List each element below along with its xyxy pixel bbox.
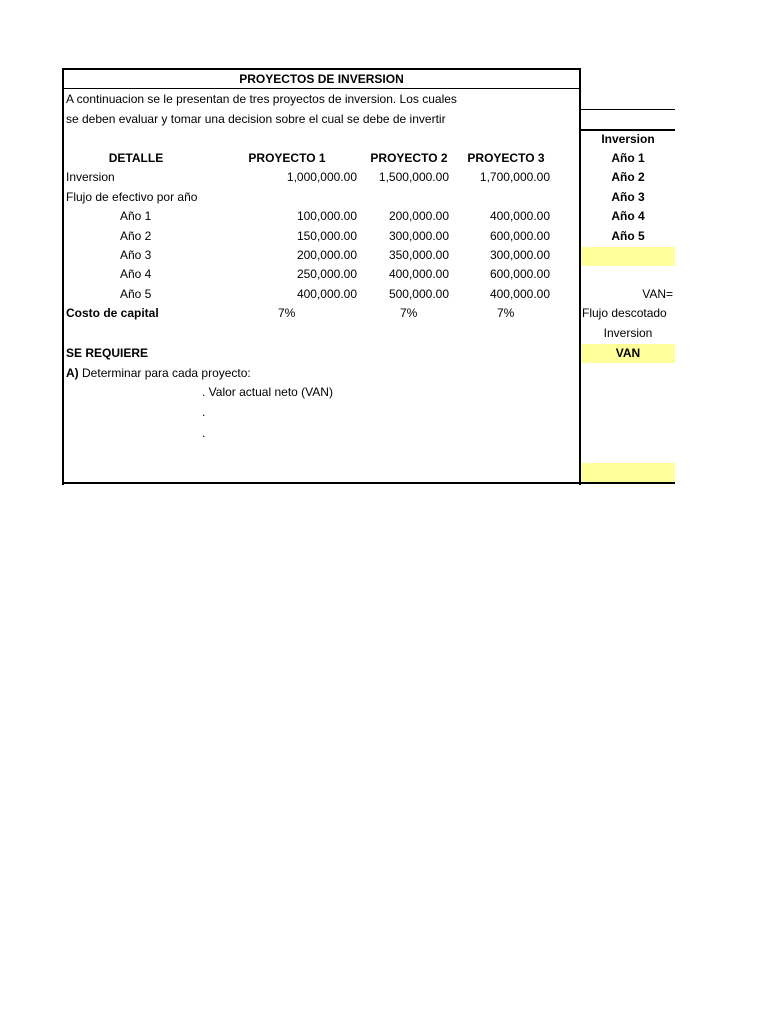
year-label: Año 3 xyxy=(120,248,152,262)
year-value: 350,000.00 xyxy=(388,248,449,262)
side-year: Año 1 xyxy=(611,151,645,165)
side-van-label: VAN xyxy=(615,346,641,360)
side-year: Año 5 xyxy=(611,229,645,243)
year-label: Año 2 xyxy=(120,229,152,243)
side-inversion-header: Inversion xyxy=(601,132,655,146)
costo-capital-p1: 7% xyxy=(278,306,296,320)
highlight-cell-1 xyxy=(581,247,675,266)
costo-capital-p3: 7% xyxy=(497,306,515,320)
year-value: 300,000.00 xyxy=(388,229,449,243)
row-inversion-p3: 1,700,000.00 xyxy=(479,170,550,184)
header-proyecto-1: PROYECTO 1 xyxy=(248,151,326,165)
side-inversion-label: Inversion xyxy=(603,326,653,340)
side-thin-line xyxy=(579,109,675,110)
intro-line-2: se deben evaluar y tomar una decision sobre el cual se debe de invertir xyxy=(66,112,446,126)
requirement-a-prefix: A) xyxy=(66,366,79,380)
year-value: 250,000.00 xyxy=(296,267,357,281)
side-flujo-descontado: Flujo descotado xyxy=(582,306,667,320)
box-left-border xyxy=(62,68,64,485)
side-year: Año 4 xyxy=(611,209,645,223)
requirement-a-text: Determinar para cada proyecto: xyxy=(82,366,251,380)
bullet-empty: . xyxy=(202,426,206,440)
requirements-heading: SE REQUIERE xyxy=(66,346,149,360)
costo-capital-label: Costo de capital xyxy=(66,306,159,320)
header-proyecto-2: PROYECTO 2 xyxy=(370,151,448,165)
year-value: 200,000.00 xyxy=(388,209,449,223)
year-value: 600,000.00 xyxy=(489,267,550,281)
year-value: 150,000.00 xyxy=(296,229,357,243)
intro-line-1: A continuacion se le presentan de tres proyectos de inversion. Los cuales xyxy=(66,92,457,106)
year-label: Año 4 xyxy=(120,267,152,281)
year-label: Año 1 xyxy=(120,209,152,223)
year-value: 300,000.00 xyxy=(489,248,550,262)
bullet-empty: . xyxy=(202,405,206,419)
row-inversion-p1: 1,000,000.00 xyxy=(286,170,357,184)
bullet-van: . Valor actual neto (VAN) xyxy=(202,385,333,399)
highlight-cell-2 xyxy=(581,463,675,482)
costo-capital-p2: 7% xyxy=(400,306,418,320)
page-title: PROYECTOS DE INVERSION xyxy=(239,72,404,86)
year-value: 500,000.00 xyxy=(388,287,449,301)
header-proyecto-3: PROYECTO 3 xyxy=(467,151,545,165)
side-year: Año 3 xyxy=(611,190,645,204)
year-value: 400,000.00 xyxy=(489,287,550,301)
row-inversion-label: Inversion xyxy=(66,170,115,184)
box-bottom-border xyxy=(62,482,675,484)
box-top-border xyxy=(62,68,581,70)
header-detalle: DETALLE xyxy=(108,151,164,165)
side-year: Año 2 xyxy=(611,170,645,184)
title-underline xyxy=(62,88,581,89)
year-label: Año 5 xyxy=(120,287,152,301)
year-value: 100,000.00 xyxy=(296,209,357,223)
year-value: 200,000.00 xyxy=(296,248,357,262)
year-value: 400,000.00 xyxy=(388,267,449,281)
requirement-a xyxy=(66,365,251,381)
side-van-eq: VAN= xyxy=(642,287,673,301)
row-inversion-p2: 1,500,000.00 xyxy=(378,170,449,184)
year-value: 600,000.00 xyxy=(489,229,550,243)
year-value: 400,000.00 xyxy=(296,287,357,301)
year-value: 400,000.00 xyxy=(489,209,550,223)
flujo-label: Flujo de efectivo por año xyxy=(66,190,198,204)
